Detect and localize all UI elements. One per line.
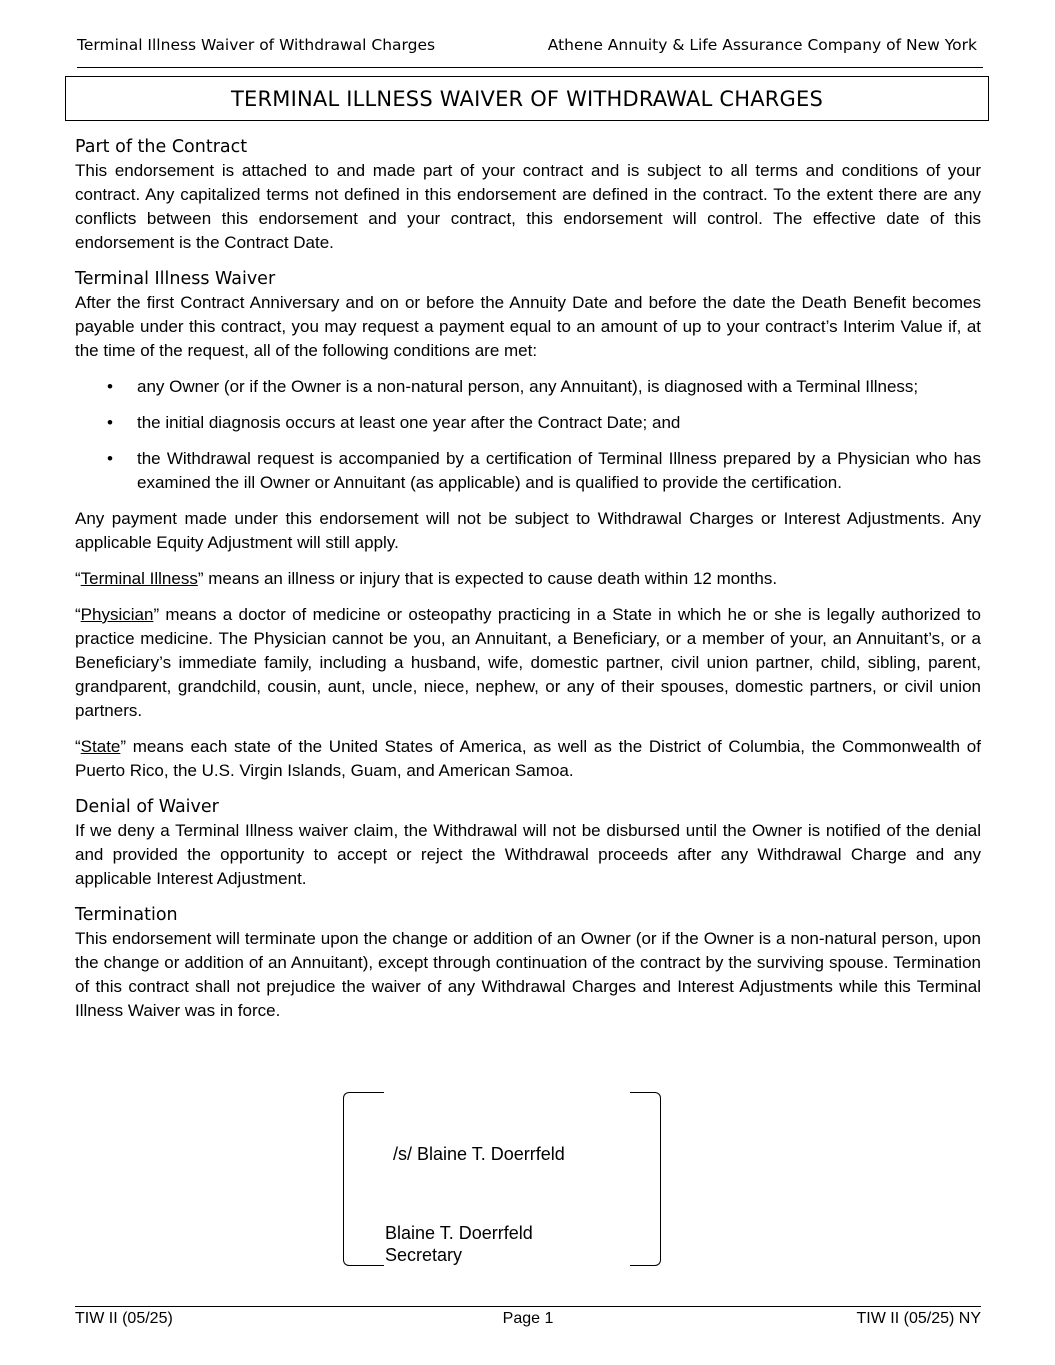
signer-name: Blaine T. Doerrfeld <box>385 1223 533 1243</box>
open-quote: “ <box>75 569 81 588</box>
definition-text: ” means each state of the United States of America, as well as the District of Columbia, the Commonwealth of Puerto Rico, the U.S. Virgin Islands, Guam, and American Samoa. <box>75 737 981 780</box>
open-quote: “ <box>75 605 81 624</box>
signature: /s/ Blaine T. Doerrfeld <box>393 1144 565 1164</box>
signer-title: Secretary <box>385 1245 463 1265</box>
signature-block <box>343 1092 661 1266</box>
term-state: State <box>80 737 121 756</box>
termination-text: This endorsement will terminate upon the change or addition of an Owner (or if the Owner is a non-natural person, upon the change or addition of an Annuitant), except through continuation of the contract by the surviving spouse. Termination of this contract shall not prejudice the waiver of any Withdrawal Charges and Interest Adjustments while this Terminal Illness Waiver was in force. <box>75 929 981 1020</box>
definition-text: ” means a doctor of medicine or osteopathy practicing in a State in which he or she is legally authorized to practice medicine. The Physician cannot be you, an Annuitant, a Beneficiary, or a member of your, an Annuitant’s, or a Beneficiary’s immediate family, including a husband, wife, domestic partner, civil union partner, child, sibling, parent, grandparent, grandchild, cousin, aunt, uncle, niece, nephew, or any of their spouses, domestic partners, or civil union partners. <box>75 605 981 720</box>
section-heading-part-of-contract: Part of the Contract <box>75 137 248 157</box>
section-heading-terminal-illness-waiver: Terminal Illness Waiver <box>75 269 276 289</box>
term-physician: Physician <box>80 605 154 624</box>
document-body <box>75 135 981 1035</box>
open-quote: “ <box>75 737 81 756</box>
page-header <box>77 34 983 68</box>
condition-item: • the initial diagnosis occurs at least one year after the Contract Date; and <box>137 411 981 435</box>
page-footer <box>75 1306 981 1337</box>
right-bracket <box>630 1092 661 1266</box>
term-terminal-illness: Terminal Illness <box>80 569 198 588</box>
section-heading-termination: Termination <box>75 905 178 925</box>
footer-form-number-state: TIW II (05/25) NY <box>856 1310 981 1327</box>
header-form-title: Terminal Illness Waiver of Withdrawal Charges <box>77 36 436 54</box>
definition-text: ” means an illness or injury that is expected to cause death within 12 months. <box>197 569 778 588</box>
definition-physician <box>75 603 981 723</box>
denial-text: If we deny a Terminal Illness waiver claim, the Withdrawal will not be disbursed until the Owner is notified of the denial and provided the opportunity to accept or reject the Withdrawal proceeds after any Withdrawal Charge and any applicable Interest Adjustment. <box>75 821 981 888</box>
conditions-list <box>75 375 981 495</box>
definition-terminal-illness <box>75 567 981 591</box>
condition-item: • the Withdrawal request is accompanied by a certification of Terminal Illness prepared by a Physician who has examined the ill Owner or Annuitant (as applicable) and is qualified to provide the certification. <box>137 447 981 495</box>
condition-item: • any Owner (or if the Owner is a non-natural person, any Annuitant), is diagnosed with a Terminal Illness; <box>137 375 981 399</box>
payment-text: Any payment made under this endorsement will not be subject to Withdrawal Charges or Interest Adjustments. Any applicable Equity Adjustment will still apply. <box>75 509 981 552</box>
page-number: Page 1 <box>502 1310 554 1327</box>
left-bracket <box>343 1092 384 1266</box>
header-company-name: Athene Annuity & Life Assurance Company of New York <box>547 36 977 54</box>
waiver-intro-text: After the first Contract Anniversary and on or before the Annuity Date and before the date the Death Benefit becomes payable under this contract, you may request a payment equal to an amount of up to your contract’s Interim Value if, at the time of the request, all of the following conditions are met: <box>75 293 981 360</box>
footer-form-number: TIW II (05/25) <box>75 1310 173 1327</box>
part-of-contract-text: This endorsement is attached to and made part of your contract and is subject to all terms and conditions of your contract. Any capitalized terms not defined in this endorsement are defined in the contract. To the extent there are any conflicts between this endorsement and your contract, this endorsement will control. The effective date of this endorsement is the Contract Date. <box>75 161 981 252</box>
signer-info <box>385 1222 533 1266</box>
definition-state <box>75 735 981 783</box>
document-title: TERMINAL ILLNESS WAIVER OF WITHDRAWAL CHARGES <box>65 76 989 121</box>
section-heading-denial-of-waiver: Denial of Waiver <box>75 797 219 817</box>
